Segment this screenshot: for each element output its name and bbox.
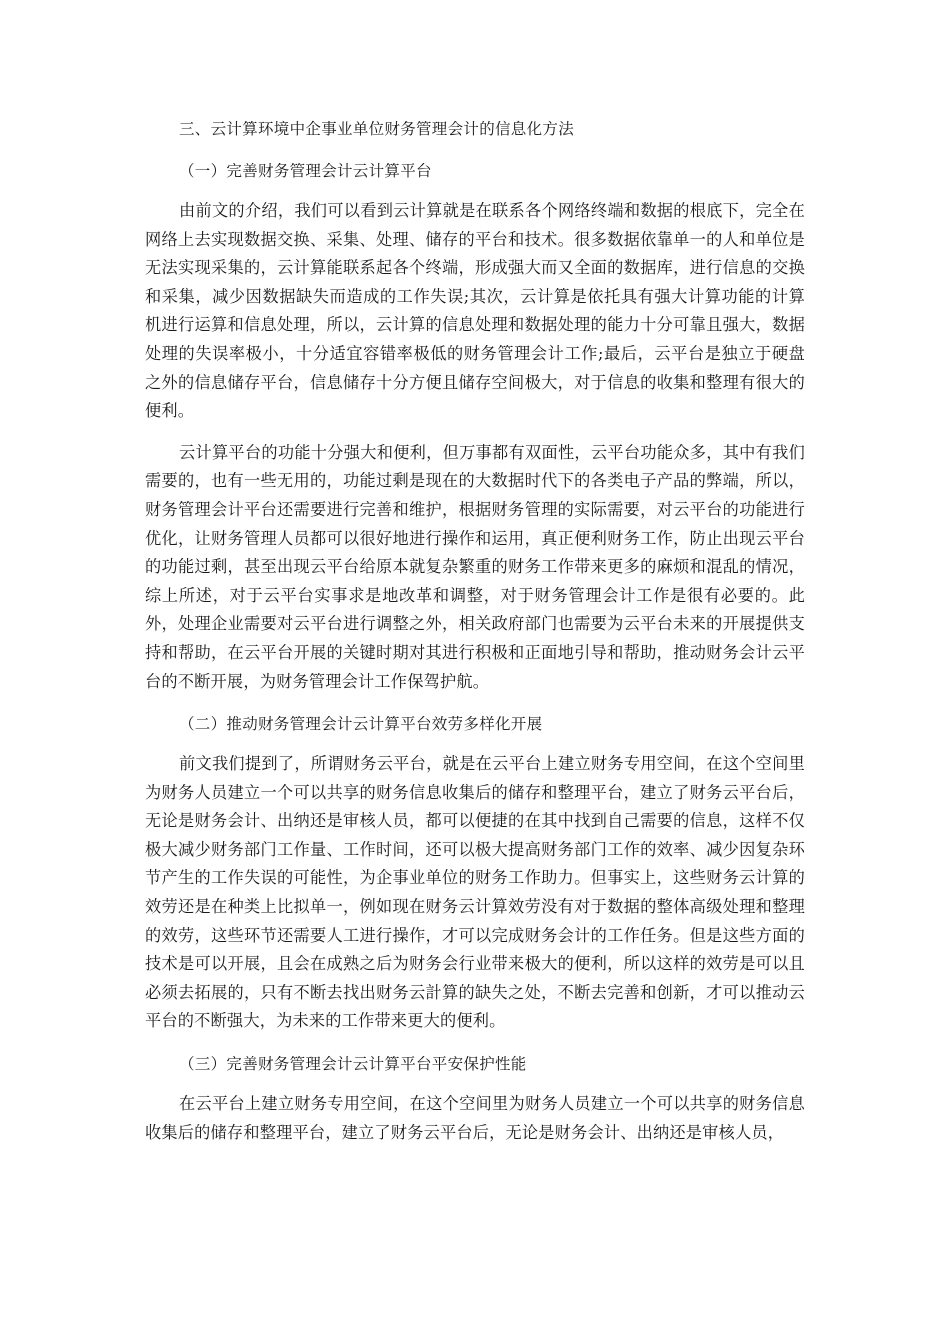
paragraph-2-1: 前文我们提到了，所谓财务云平台，就是在云平台上建立财务专用空间，在这个空间里为财务人员建立一个可以共享的财务信息收集后的储存和整理平台，建立了财务云平台后，无论是财务会计、出纳还是审核人员，都可以便捷的在其中找到自己需要的信息，这样不仅极大减少财务部门工作量、工作时间，还可以极大提高财务部门工作的效率、减少因复杂环节产生的工作失误的可能性，为企事业单位的财务工作助力。但事实上，这些财务云计算的效劳还是在种类上比拟单一，例如现在财务云计算效劳没有对于数据的整体高级处理和整理的效劳，这些环节还需要人工进行操作，才可以完成财务会计的工作任务。但是这些方面的技术是可以开展，且会在成熟之后为财务会行业带来极大的便利，所以这样的效劳是可以且必须去拓展的，只有不断去找出财务云計算的缺失之处，不断去完善和创新，才可以推动云平台的不断强大，为未来的工作带来更大的便利。 (145, 754, 805, 1031)
subsection-heading-2: （二）推动财务管理会计云计算平台效劳多样化开展 (179, 715, 543, 734)
paragraph-1-2: 云计算平台的功能十分强大和便利，但万事都有双面性，云平台功能众多，其中有我们需要的，也有一些无用的，功能过剩是现在的大数据时代下的各类电子产品的弊端，所以，财务管理会计平台还需要进行完善和维护，根据财务管理的实际需要，对云平台的功能进行优化，让财务管理人员都可以很好地进行操作和运用，真正便利财务工作，防止出现云平台的功能过剩，甚至出现云平台给原本就复杂繁重的财务工作带来更多的麻烦和混乱的情况，综上所述，对于云平台实事求是地改革和调整，对于财务管理会计工作是很有必要的。此外，处理企业需要对云平台进行调整之外，相关政府部门也需要为云平台未来的开展提供支持和帮助，在云平台开展的关键时期对其进行积极和正面地引导和帮助，推动财务会计云平台的不断开展，为财务管理会计工作保驾护航。 (145, 442, 805, 691)
document-body (145, 114, 805, 1147)
subsection-heading-3: （三）完善财务管理会计云计算平台平安保护性能 (179, 1055, 527, 1074)
subsection-heading-1: （一）完善财务管理会计云计算平台 (179, 162, 432, 180)
paragraph-3-1: 在云平台上建立财务专用空间，在这个空间里为财务人员建立一个可以共享的财务信息收集后的储存和整理平台，建立了财务云平台后，无论是财务会计、出纳还是审核人员， (145, 1094, 805, 1142)
paragraph-1-1: 由前文的介绍，我们可以看到云计算就是在联系各个网络终端和数据的根底下，完全在网络上去实现数据交换、采集、处理、储存的平台和技术。很多数据依靠单一的人和单位是无法实现采集的，云计算能联系起各个终端，形成强大而又全面的数据库，进行信息的交换和采集，减少因数据缺失而造成的工作失误;其次，云计算是依托具有强大计算功能的计算机进行运算和信息处理，所以，云计算的信息处理和数据处理的能力十分可靠且强大，数据处理的失误率极小，十分适宜容错率极低的财务管理会计工作;最后，云平台是独立于硬盘之外的信息储存平台，信息储存十分方便且储存空间极大，对于信息的收集和整理有很大的便利。 (145, 201, 805, 421)
section-title: 三、云计算环境中企事业单位财务管理会计的信息化方法 (179, 120, 575, 138)
